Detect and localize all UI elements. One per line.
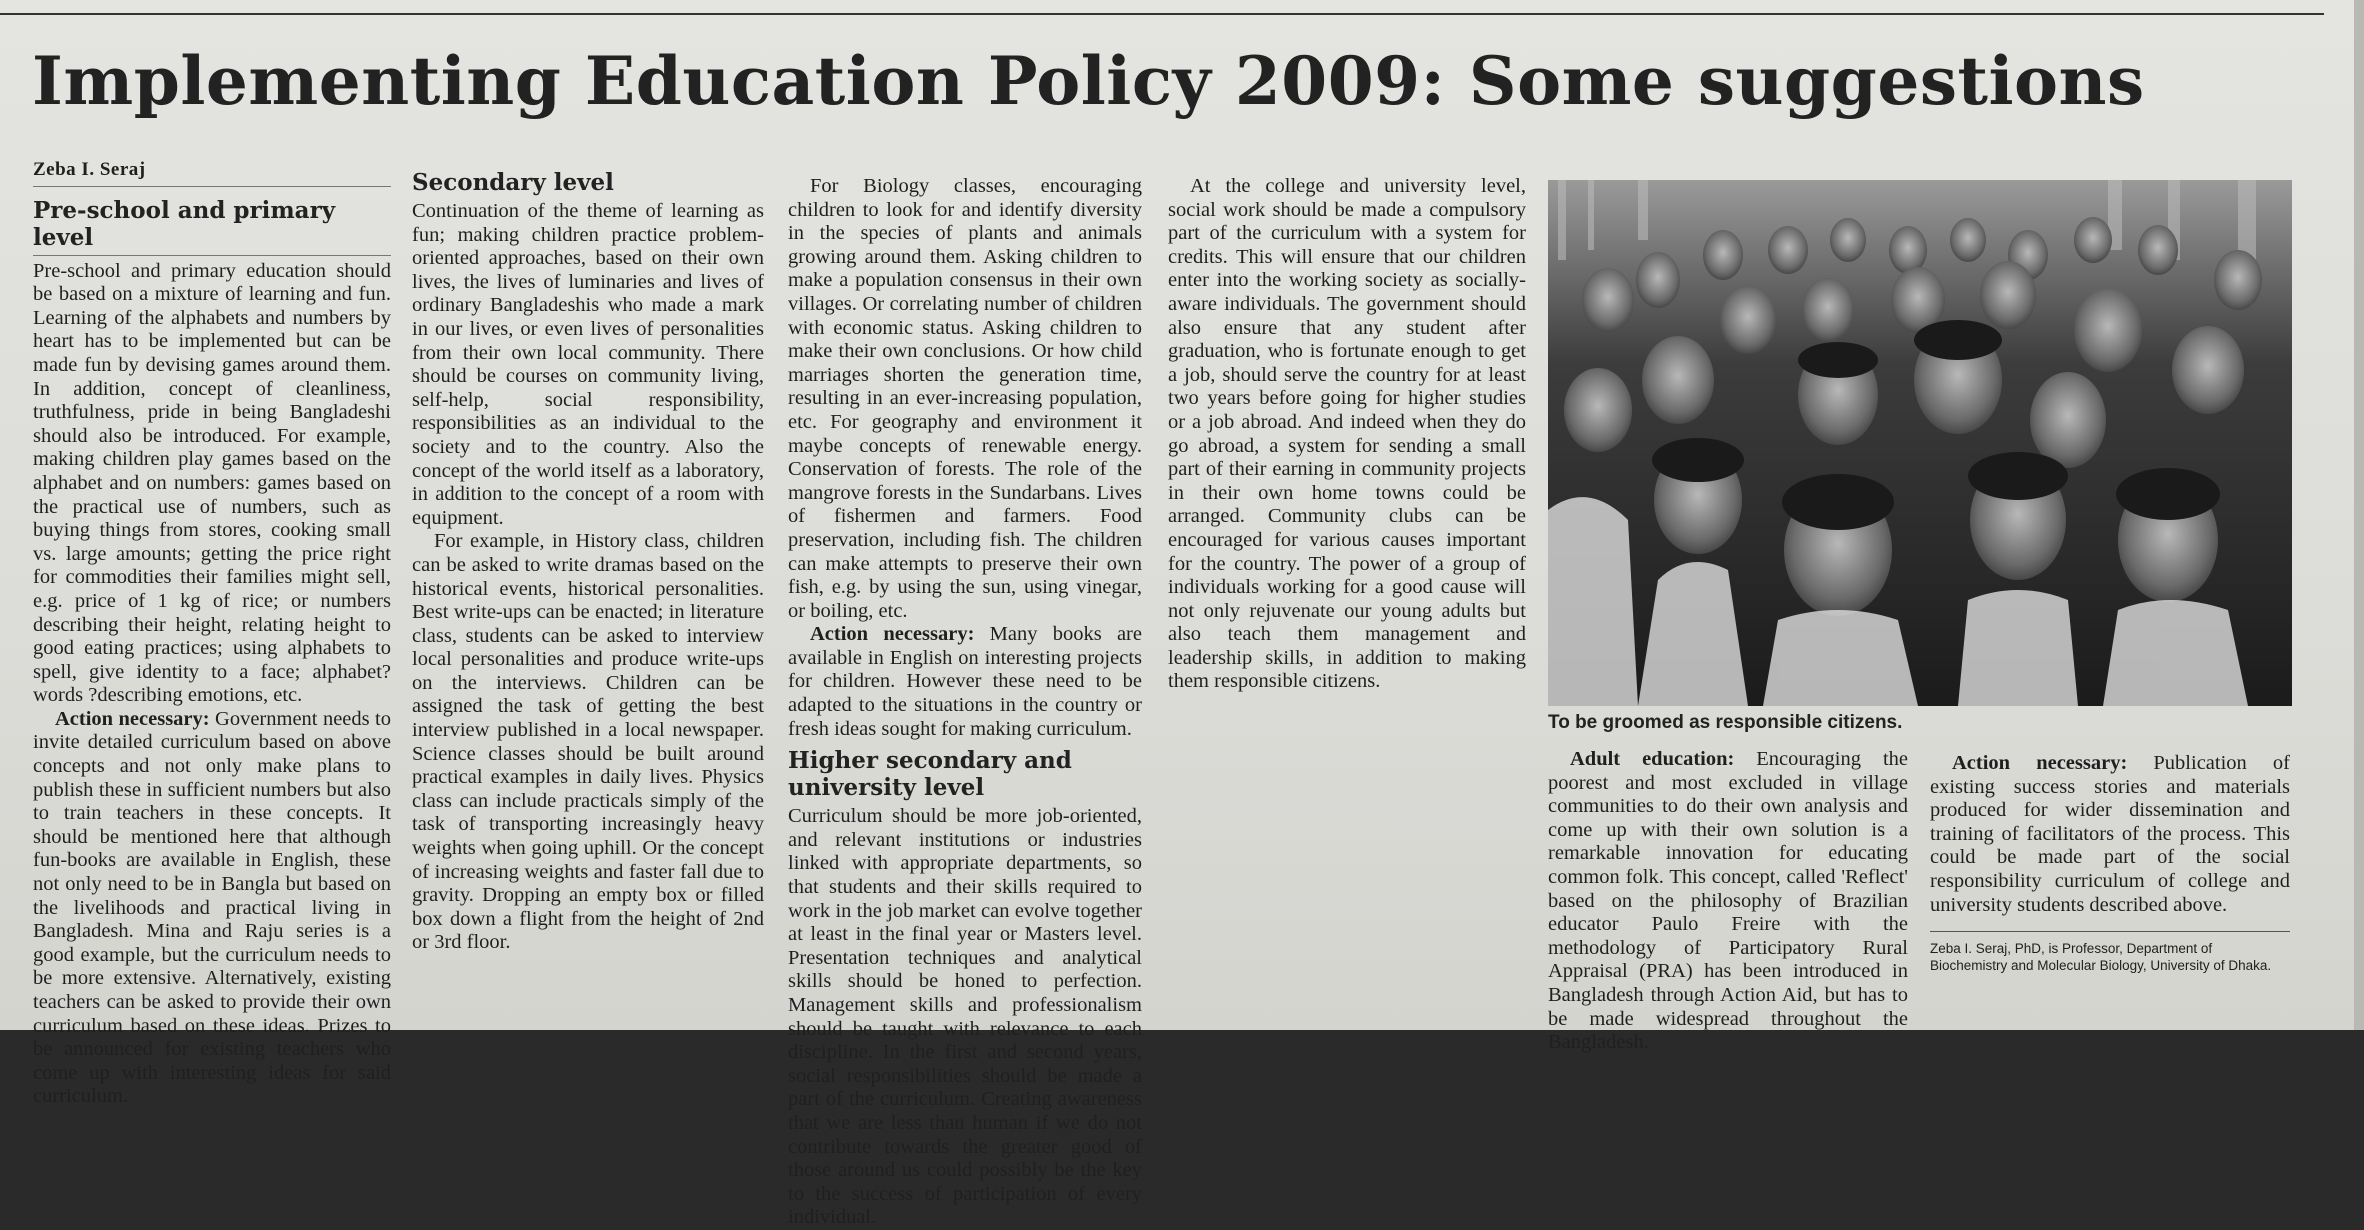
adult-text: Encouraging the poorest and most excluded in village communities to do their own analysis and come up with their own solution is a remarkable innovation for educating common folk. This concept, called 'Reflect' based on the philosophy of Brazilian educator Paulo Freire with the methodology of Participatory Rural Appraisal (PRA) has been introduced in Bangladesh through Action Aid, but has to be made widespread throughout the Bangladesh. — [1548, 748, 1908, 1054]
subhead-secondary: Secondary level — [412, 169, 614, 196]
article-column-5 — [1548, 748, 1908, 1055]
secondary-action-text: Many books are available in English on interesting projects for children. However these need to be adapted to the situations in the country or fresh ideas sought for making curriculum. — [788, 623, 1142, 740]
secondary-paragraph-1: Continuation of the theme of learning as fun; making children practice problem-oriented approaches, based on their own lives, the lives of luminaries and lives of ordinary Bangladeshis who made a mark in our lives, or even lives of personalities from their own local community. There should be courses on community living, self-help, social responsibility, responsibilities as an individual to the society and to the country. Also the concept of the world itself as a laboratory, in addition to the concept of a room with equipment. — [412, 200, 764, 529]
preschool-action-text: Government needs to invite detailed curriculum based on above concepts and not only make plans to publish these in sufficient numbers but also to train teachers in these concepts. It should be mentioned here that although fun-books are available in English, these not only need to be in Bangla but based on the livelihoods and practical living in Bangladesh. Mina and Raju series is a good example, but the curriculum needs to be more extensive. Alternatively, existing teachers can be asked to provide their own curriculum based on these ideas. Prizes to be announced for existing teachers who come up with interesting ideas for said curriculum. — [33, 707, 391, 1108]
article-column-1 — [33, 158, 391, 1109]
secondary-paragraph-2: For example, in History class, children can be asked to write dramas based on the historical events, historical personalities. Best write-ups can be enacted; in literature class, students can be asked to interview local personalities and produce write-ups on the interviews. Children can be assigned the task of getting the best interview published in a local newspaper. Science classes should be built around practical examples in daily lives. Physics class can include practicals simply of the task of transporting increasingly heavy weights when going uphill. Or the concept of increasing weights and faster fall due to gravity. Dropping an empty box or filled box down a flight from the height of 2nd or 3rd floor. — [412, 530, 764, 954]
author-bio: Zeba I. Seraj, PhD, is Professor, Department of Biochemistry and Molecular Biology, University of Dhaka. — [1930, 941, 2272, 974]
page-edge — [2354, 0, 2364, 1030]
photo-caption: To be groomed as responsible citizens. — [1548, 712, 1903, 733]
headline: Implementing Education Policy 2009: Some suggestions — [32, 42, 2145, 120]
children-photo-image — [1548, 180, 2292, 706]
action-label: Action necessary: — [55, 707, 210, 730]
action-label: Action necessary: — [1952, 752, 2128, 774]
bio-divider — [1930, 931, 2290, 932]
top-rule — [0, 13, 2324, 15]
article-column-3 — [788, 175, 1142, 1230]
higher-paragraph-1: Curriculum should be more job-oriented, and relevant institutions or industries linked with appropriate departments, so that students and their skills required to work in the job market can evolve together at least in the final year or Masters level. Presentation techniques and analytical skills should be honed to perfection. Management skills and professionalism should be taught with relevance to each discipline. In the first and second years, social responsibilities should be made a part of the curriculum. Creating awareness that we are less than human if we do not contribute towards the greater good of those around us could possibly be the key to the success of participation of every individual. — [788, 805, 1142, 1229]
article-column-6 — [1930, 752, 2290, 974]
article-column-2 — [412, 163, 764, 955]
article-column-4 — [1168, 175, 1526, 694]
preschool-paragraph-1: Pre-school and primary education should be based on a mixture of learning and fun. Learning of the alphabets and numbers by heart has to be implemented but can be made fun by devising games around them. In addition, concept of cleanliness, truthfulness, pride in being Bangladeshi should also be introduced. For example, making children play games based on the alphabet and on numbers: games based on the practical use of numbers, such as buying things from stores, cooking small vs. large amounts; getting the price right for commodities their families might sell, e.g. price of 1 kg of rice; or numbers describing their height, relating height to good eating practices; using alphabets to spell, give identity to a face; alphabet? words ?describing emotions, etc. — [33, 259, 391, 707]
adult-paragraph-2 — [1930, 752, 2290, 917]
preschool-paragraph-2 — [33, 708, 391, 1109]
adult-paragraph-1 — [1548, 748, 1908, 1055]
subhead-higher: Higher secondary and university level — [788, 747, 1072, 802]
children-photo — [1548, 180, 2292, 706]
adult-label: Adult education: — [1570, 748, 1735, 770]
action-label: Action necessary: — [810, 623, 975, 646]
secondary-paragraph-3: For Biology classes, encouraging children to look for and identify diversity in the species of plants and animals growing around them. Asking children to make a population consensus in their own villages. Or correlating number of children with economic status. Asking children to make their own conclusions. Or how child marriages shorten the generation time, resulting in an ever-increasing population, etc. For geography and environment it maybe concepts of renewable energy. Conservation of forests. The role of the mangrove forests in the Sundarbans. Lives of fishermen and farmers. Food preservation, including fish. The children can make attempts to preserve their own fish, e.g. by using the sun, using vinegar, or boiling, etc. — [788, 175, 1142, 622]
secondary-paragraph-4 — [788, 623, 1142, 741]
higher-paragraph-2: At the college and university level, social work should be made a compulsory part of the curriculum with a system for credits. This will ensure that our children enter into the working society as socially-aware individuals. The government should also ensure that any student after graduation, who is fortunate enough to get a job, should serve the country for at least two years before going for higher studies or a job abroad. And indeed when they do go abroad, a system for sending a small part of their earning in community projects in their own home towns could be arranged. Community clubs can be encouraged for various causes important for the country. The power of a group of individuals working for a good cause will not only rejuvenate our young adults but also teach them management and leadership skills, in addition to making them responsible citizens. — [1168, 175, 1526, 693]
subhead-preschool: Pre-school and primary level — [33, 197, 391, 256]
byline: Zeba I. Seraj — [33, 158, 391, 187]
adult-action-text: Publication of existing success stories and materials produced for wider dissemination and training of facilitators of the process. This could be made part of the social responsibility curriculum of college and university students described above. — [1930, 752, 2290, 916]
